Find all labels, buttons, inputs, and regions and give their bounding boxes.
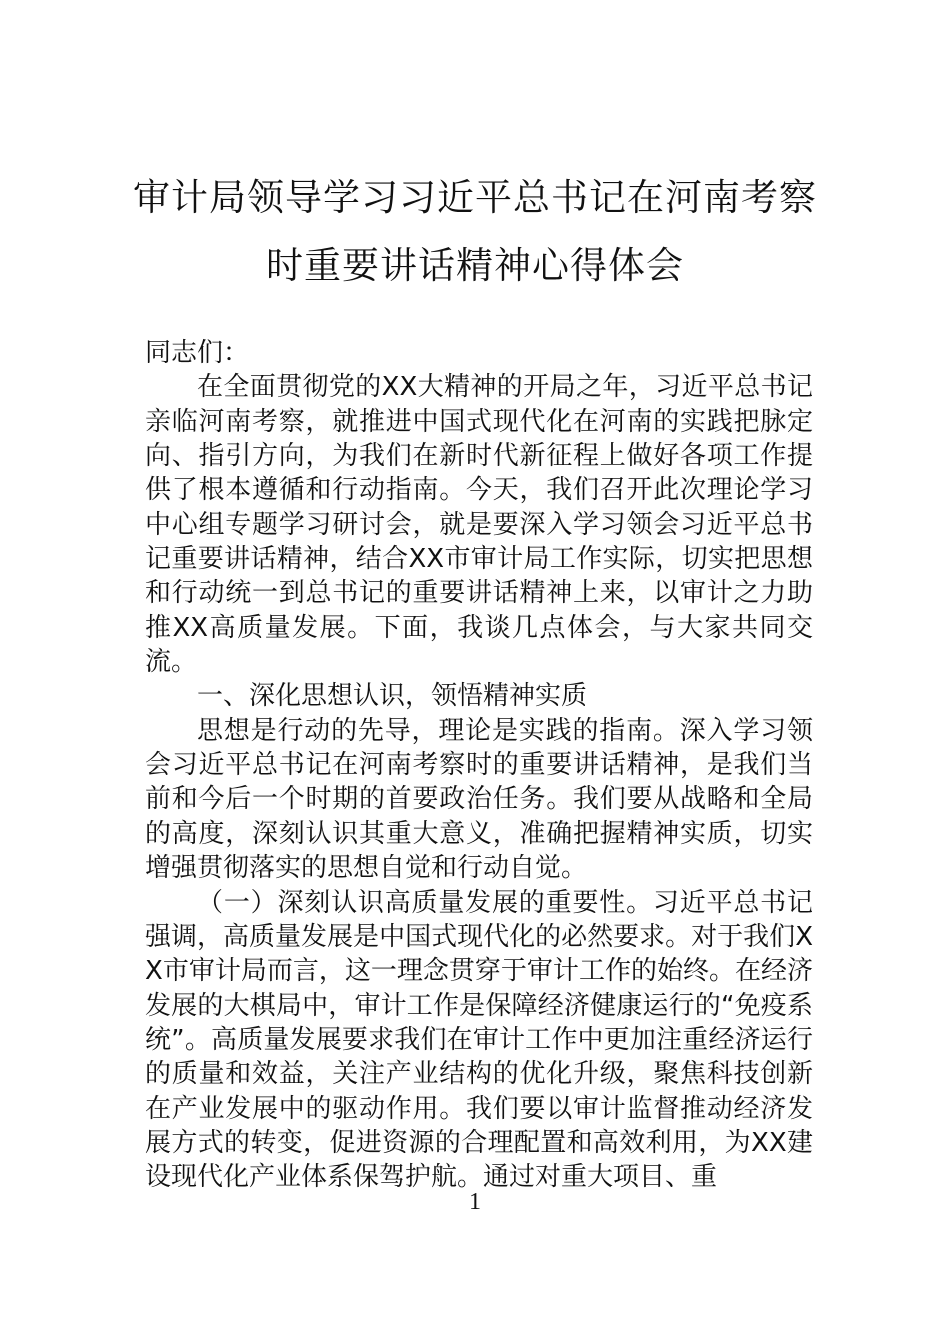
section-paragraph-2: （一）深刻认识高质量发展的重要性。习近平总书记强调，高质量发展是中国式现代化的必然要求。对于我们XX市审计局而言，这一理念贯穿于审计工作的始终。在经济发展的大棋局中，审计工作是保障经济健康运行的“免疫系统”。高质量发展要求我们在审计工作中更加注重经济运行的质量和效益，关注产业结构的优化升级，聚焦科技创新在产业发展中的驱动作用。我们要以审计监督推动经济发展方式的转变，促进资源的合理配置和高效利用，为XX建设现代化产业体系保驾护航。通过对重大项目、重 (145, 887, 813, 1193)
document-body (145, 336, 813, 1195)
section-paragraph-1: 思想是行动的先导，理论是实践的指南。深入学习领会习近平总书记在河南考察时的重要讲话精神，是我们当前和今后一个时期的首要政治任务。我们要从战略和全局的高度，深刻认识其重大意义，准确把握精神实质，切实增强贯彻落实的思想自觉和行动自觉。 (145, 715, 813, 884)
document-title-line-2: 时重要讲话精神心得体会 (266, 244, 684, 287)
salutation: 同志们： (145, 338, 250, 368)
page-number: 1 (469, 1189, 481, 1215)
document-title-line-1: 审计局领导学习习近平总书记在河南考察 (133, 176, 817, 219)
intro-paragraph: 在全面贯彻党的XX大精神的开局之年，习近平总书记亲临河南考察，就推进中国式现代化在河南的实践把脉定向、指引方向，为我们在新时代新征程上做好各项工作提供了根本遵循和行动指南。今天，我们召开此次理论学习中心组专题学习研讨会，就是要深入学习领会习近平总书记重要讲话精神，结合XX市审计局工作实际，切实把思想和行动统一到总书记的重要讲话精神上来，以审计之力助推XX高质量发展。下面，我谈几点体会，与大家共同交流。 (145, 372, 813, 678)
section-heading: 一、深化思想认识，领悟精神实质 (197, 681, 588, 712)
